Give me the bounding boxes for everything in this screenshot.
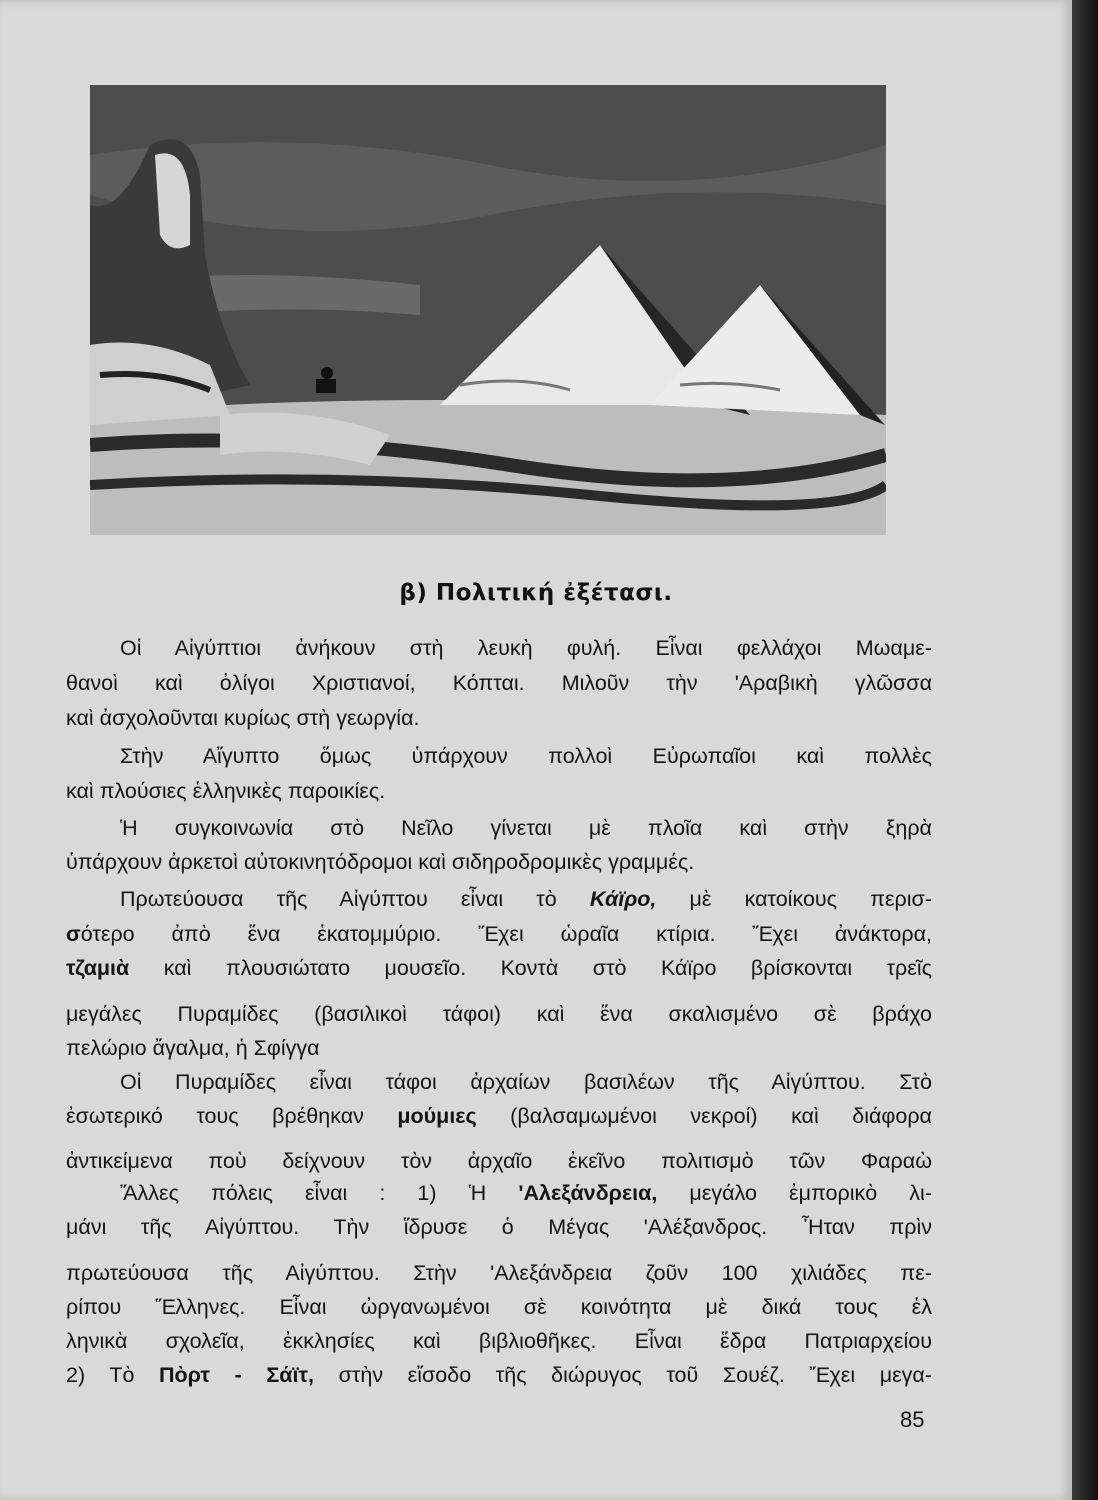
text-line: Οἱ Αἰγύπτιοι ἀνήκουν στὴ λευκὴ φυλή. Εἶναι φελλάχοι Μωαμε- (120, 636, 932, 660)
text-line (66, 1178, 932, 1208)
pyramids-drawing (90, 85, 886, 535)
page-edge-shadow (1072, 0, 1098, 1500)
text-line (66, 1360, 932, 1390)
text-run: ἐσωτερικό τους βρέθηκαν (66, 1104, 398, 1128)
text-run: μὲ κατοίκους περισ- (656, 887, 932, 911)
text-line: πρωτεύουσα τῆς Αἰγύπτου. Στὴν 'Αλεξάνδρεια ζοῦν 100 χιλιάδες πε- (66, 1261, 932, 1285)
emphasis-alexandria: 'Αλεξάνδρεια, (518, 1181, 658, 1205)
pyramids-illustration (90, 85, 886, 535)
text-line: καὶ ἀσχολοῦνται κυρίως στὴ γεωργία. (66, 706, 420, 730)
text-run: Πρωτεύουσα τῆς Αἰγύπτου εἶναι τὸ (120, 887, 590, 911)
text-run: μεγάλο ἐμπορικὸ λι- (657, 1181, 932, 1205)
text-line: πελώριο ἄγαλμα, ἡ Σφίγγα (66, 1036, 320, 1060)
text-run: 2) Τὸ (66, 1363, 160, 1387)
text-run: σ (66, 922, 81, 946)
text-run: τζαμιὰ (66, 956, 130, 980)
text-line (66, 953, 932, 983)
text-line: Οἱ Πυραμίδες εἶναι τάφοι ἀρχαίων βασιλέων τῆς Αἰγύπτου. Στὸ (120, 1070, 932, 1094)
page-number: 85 (900, 1407, 925, 1432)
text-line: θανοὶ καὶ ὀλίγοι Χριστιανοί, Κόπται. Μιλοῦν τὴν 'Αραβικὴ γλῶσσα (66, 671, 932, 695)
text-line: ληνικὰ σχολεῖα, ἐκκλησίες καὶ βιβλιοθῆκες. Εἶναι ἕδρα Πατριαρχείου (66, 1329, 932, 1353)
text-line (66, 884, 932, 914)
section-title: β) Πολιτική ἐξέτασι. (399, 580, 673, 606)
emphasis-mummies: μούμιες (397, 1104, 477, 1128)
text-line: ὑπάρχουν ἀρκετοὶ αὐτοκινητόδρομοι καὶ σιδηροδρομικὲς γραμμές. (66, 850, 695, 874)
text-line: ἀντικείμενα ποὺ δείχνουν τὸν ἀρχαῖο ἐκεῖνο πολιτισμὸ τῶν Φαραὼ (66, 1149, 932, 1173)
text-run: στὴν εἴσοδο τῆς διώρυγος τοῦ Σουέζ. Ἔχει μεγα- (314, 1363, 933, 1387)
emphasis-port-said: Πὸρτ - Σάϊτ, (159, 1363, 314, 1387)
emphasis-cairo: Κάϊρο, (589, 887, 657, 911)
text-line: Ἡ συγκοινωνία στὸ Νεῖλο γίνεται μὲ πλοῖα καὶ στὴν ξηρὰ (120, 816, 932, 840)
text-line (66, 919, 932, 949)
text-run: ότερο ἀπὸ ἕνα ἑκατομμύριο. Ἔχει ὡραῖα κτίρια. Ἔχει ἀνάκτορα, (80, 922, 932, 946)
text-line (66, 1101, 932, 1131)
text-line: ρίπου Ἕλληνες. Εἶναι ὠργανωμένοι σὲ κοινότητα μὲ δικά τους ἑλ (66, 1295, 932, 1319)
text-line: μάνι τῆς Αἰγύπτου. Τὴν ἵδρυσε ὁ Μέγας 'Αλέξανδρος. Ἦταν πρὶν (66, 1215, 932, 1239)
text-line: καὶ πλούσιες ἑλληνικὲς παροικίες. (66, 779, 386, 803)
text-line: μεγάλες Πυραμίδες (βασιλικοὶ τάφοι) καὶ ἕνα σκαλισμένο σὲ βράχο (66, 1002, 932, 1026)
text-run: καὶ πλουσιώτατο μουσεῖο. Κοντὰ στὸ Κάϊρο βρίσκονται τρεῖς (129, 956, 932, 980)
text-run: (βαλσαμωμένοι νεκροί) καὶ διάφορα (476, 1104, 932, 1128)
text-run: Ἄλλες πόλεις εἶναι : 1) Ἡ (120, 1181, 519, 1205)
text-line: Στὴν Αἴγυπτο ὅμως ὑπάρχουν πολλοὶ Εὐρωπαῖοι καὶ πολλὲς (120, 744, 932, 768)
